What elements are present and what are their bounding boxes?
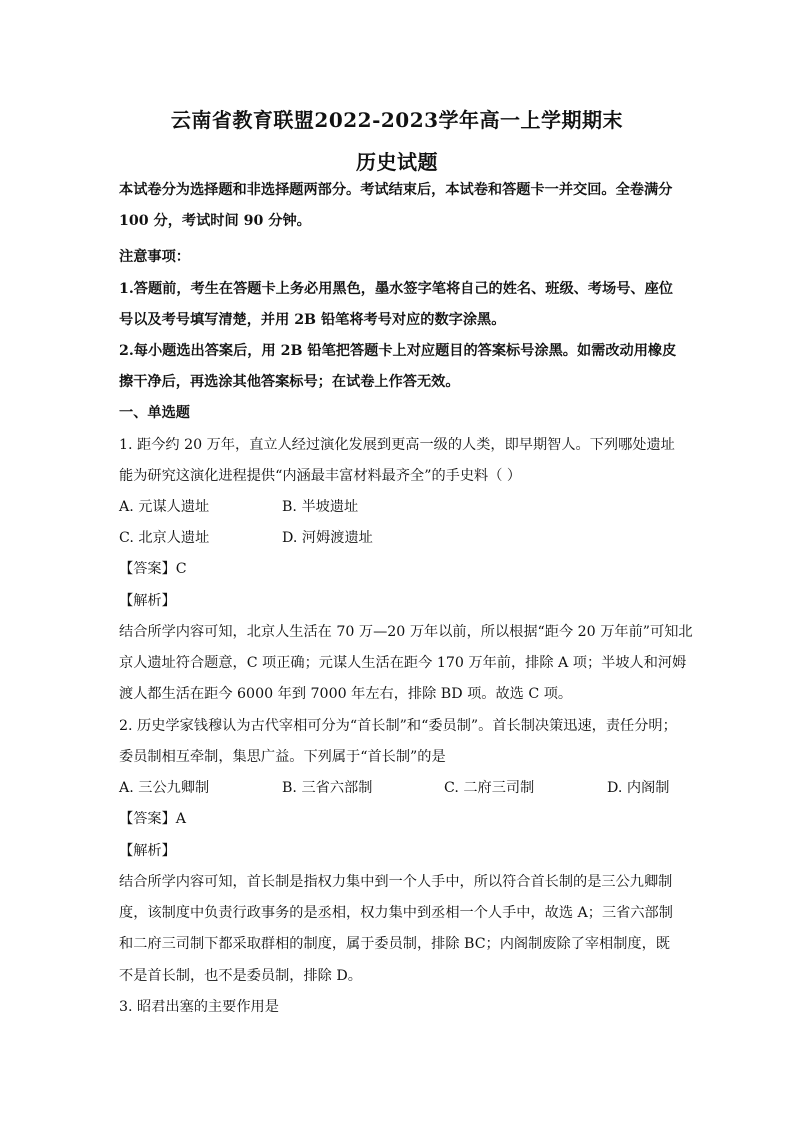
analysis-text: 结合所学内容可知，首长制是指权力集中到一个人手中，所以符合首长制的是三公九卿制 bbox=[119, 874, 673, 890]
analysis-text: 不是首长制，也不是委员制，排除 D。 bbox=[119, 968, 362, 984]
option-d: D. 河姆渡遗址 bbox=[282, 530, 373, 546]
option-a: A. 元谋人遗址 bbox=[119, 499, 210, 515]
option-d: D. 内阁制 bbox=[607, 780, 670, 796]
answer-label: 【答案】A bbox=[119, 811, 186, 827]
analysis-label: 【解析】 bbox=[119, 843, 176, 859]
notice-item: 2.每小题选出答案后，用 2B 铅笔把答题卡上对应题目的答案标号涂黑。如需改动用橡皮 bbox=[119, 343, 677, 359]
analysis-text: 结合所学内容可知，北京人生活在 70 万—20 万年以前，所以根据“距今 20 万年前”可知北 bbox=[119, 624, 693, 640]
option-c: C. 二府三司制 bbox=[444, 780, 535, 796]
section-heading: 一、单选题 bbox=[119, 405, 190, 421]
question-stem: 能为研究这演化进程提供“内涵最丰富材料最齐全”的手史料（ ） bbox=[119, 468, 522, 484]
answer-label: 【答案】C bbox=[119, 561, 187, 577]
analysis-text: 京人遗址符合题意，C 项正确；元谋人生活在距今 170 万年前，排除 A 项；半坡人和河姆 bbox=[119, 655, 687, 671]
analysis-text: 渡人都生活在距今 6000 年到 7000 年左右，排除 BD 项。故选 C 项。 bbox=[119, 686, 573, 702]
page-title: 云南省教育联盟2022-2023学年高一上学期期末 bbox=[170, 108, 624, 132]
question-stem: 3. 昭君出塞的主要作用是 bbox=[119, 999, 279, 1015]
analysis-text: 度，该制度中负责行政事务的是丞相，权力集中到丞相一个人手中，故选 A；三省六部制 bbox=[119, 905, 673, 921]
question-stem: 1. 距今约 20 万年，直立人经过演化发展到更高一级的人类，即早期智人。下列哪处遗址 bbox=[119, 437, 675, 453]
option-a: A. 三公九卿制 bbox=[119, 780, 210, 796]
analysis-label: 【解析】 bbox=[119, 593, 176, 609]
notice-item: 号以及考号填写清楚，并用 2B 铅笔将考号对应的数字涂黑。 bbox=[119, 312, 506, 328]
notice-label: 注意事项： bbox=[119, 249, 190, 265]
intro-line: 100 分，考试时间 90 分钟。 bbox=[119, 213, 311, 229]
analysis-text: 和二府三司制下都采取群相的制度，属于委员制，排除 BC；内阁制废除了宰相制度，既 bbox=[119, 936, 670, 952]
question-stem: 委员制相互牵制，集思广益。下列属于“首长制”的是 bbox=[119, 749, 446, 765]
page-subtitle: 历史试题 bbox=[356, 150, 438, 174]
option-b: B. 半坡遗址 bbox=[282, 499, 359, 515]
question-stem: 2. 历史学家钱穆认为古代宰相可分为“首长制”和“委员制”。首长制决策迅速，责任分明； bbox=[119, 718, 677, 734]
option-b: B. 三省六部制 bbox=[282, 780, 373, 796]
notice-item: 1.答题前，考生在答题卡上务必用黑色，墨水签字笔将自己的姓名、班级、考场号、座位 bbox=[119, 281, 673, 297]
intro-line: 本试卷分为选择题和非选择题两部分。考试结束后，本试卷和答题卡一并交回。全卷满分 bbox=[119, 182, 673, 198]
option-c: C. 北京人遗址 bbox=[119, 530, 210, 546]
notice-item: 擦干净后，再选涂其他答案标号；在试卷上作答无效。 bbox=[119, 374, 460, 390]
